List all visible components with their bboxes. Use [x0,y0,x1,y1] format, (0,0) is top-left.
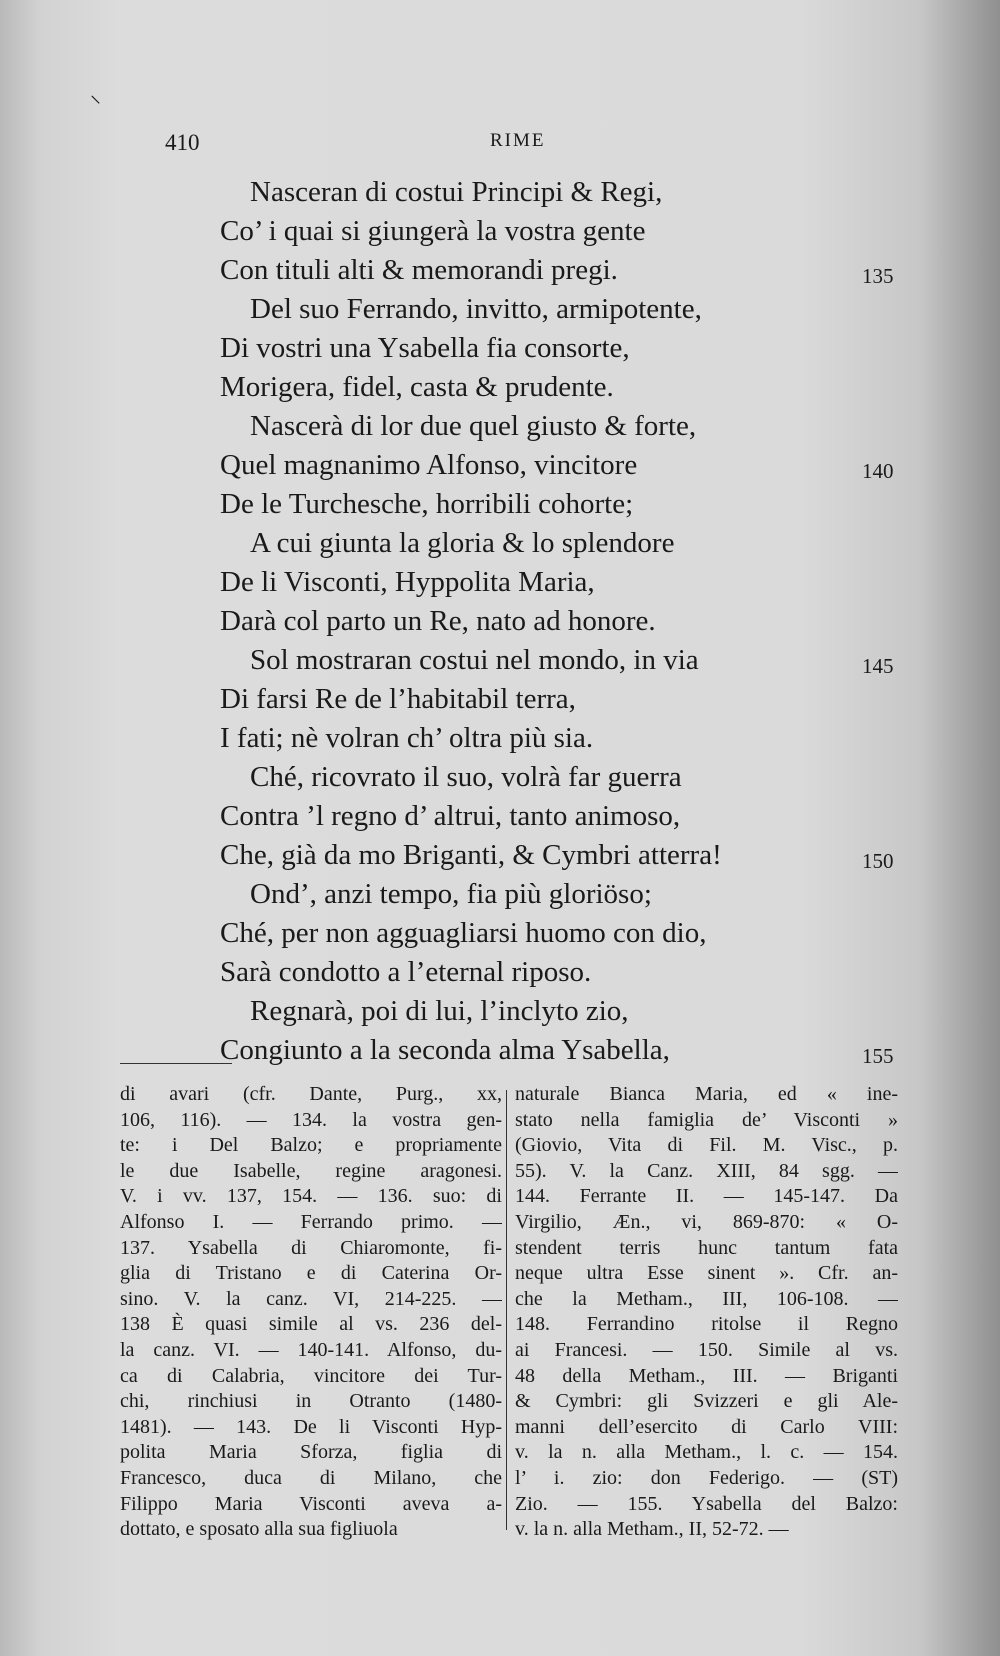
verse-line [0,800,1000,839]
verse-line [0,254,1000,293]
footnote-line: 137. Ysabella di Chiaromonte, fi- [120,1236,502,1259]
footnote-line: te: i Del Balzo; e propriamente [120,1134,502,1157]
verse-line [0,371,1000,410]
verse-line [0,410,1000,449]
footnote-line: 106, 116). — 134. la vostra gen- [120,1108,502,1131]
line-number: 135 [862,264,894,288]
verse-line [0,761,1000,800]
verse-text: Congiunto a la seconda alma Ysabella, [220,1034,670,1066]
footnote-line: 1481). — 143. De li Visconti Hyp- [120,1415,502,1438]
verse-line [0,176,1000,215]
verse-line [0,644,1000,683]
verse-text: Ché, ricovrato il suo, volrà far guerra [250,761,682,793]
footnote-line: v. la n. alla Metham., l. c. — 154. [515,1441,898,1464]
verse-text: Che, già da mo Briganti, & Cymbri atterra! [220,839,722,871]
footnote-line: polita Maria Sforza, figlia di [120,1441,502,1464]
footnote-line: glia di Tristano e di Caterina Or- [120,1262,502,1285]
footnote-line: di avari (cfr. Dante, Purg., xx, [120,1083,502,1105]
line-number: 145 [862,654,894,678]
verse-text: Contra ’l regno d’ altrui, tanto animoso, [220,800,681,832]
verse-text: I fati; nè volran ch’ oltra più sia. [220,722,594,754]
verse-text: Regnarà, poi di lui, l’inclyto zio, [250,995,629,1027]
footnote-column-right [515,1082,898,1543]
footnote-line: Filippo Maria Visconti aveva a- [120,1492,502,1515]
verse-text: Co’ i quai si giungerà la vostra gente [220,215,646,247]
stray-mark-icon: ⸜ [90,82,102,107]
verse-text: De le Turchesche, horribili cohorte; [220,488,634,520]
footnote-line: Virgilio, Æn., vi, 869-870: « O- [515,1210,898,1233]
footnote-line: 55). V. la Canz. XIII, 84 sgg. — [515,1159,898,1182]
verse-line [0,722,1000,761]
line-number: 140 [862,459,894,483]
footnote-line: chi, rinchiusi in Otranto (1480- [120,1390,502,1413]
verse-text: Ond’, anzi tempo, fia più gloriöso; [250,878,652,910]
footnote-line: Zio. — 155. Ysabella del Balzo: [515,1492,898,1515]
verse-line [0,995,1000,1034]
verse-line [0,566,1000,605]
poem-block [0,176,1000,1073]
footnote-line: stato nella famiglia de’ Visconti » [515,1108,898,1131]
verse-text: Di farsi Re de l’habitabil terra, [220,683,576,715]
footnote-line: ca di Calabria, vincitore dei Tur- [120,1364,502,1387]
footnote-line: le due Isabelle, regine aragonesi. [120,1159,502,1182]
footnote-line: V. i vv. 137, 154. — 136. suo: di [120,1185,502,1208]
verse-text: Del suo Ferrando, invitto, armipotente, [250,293,702,325]
verse-text: Quel magnanimo Alfonso, vincitore [220,449,638,481]
footnote-line: & Cymbri: gli Svizzeri e gli Ale- [515,1390,898,1413]
line-number: 155 [862,1044,894,1068]
footnote-line: 48 della Metham., III. — Briganti [515,1364,898,1387]
verse-text: Nasceran di costui Principi & Regi, [250,176,663,208]
verse-text: Sol mostraran costui nel mondo, in via [250,644,699,676]
verse-line [0,839,1000,878]
footnote-line: stendent terris hunc tantum fata [515,1236,898,1259]
verse-line [0,917,1000,956]
verse-line [0,215,1000,254]
footnote-line: 138 È quasi simile al vs. 236 del- [120,1313,502,1336]
verse-text: A cui giunta la gloria & lo splendore [250,527,675,559]
footnote-line: l’ i. zio: don Federigo. — (ST) [515,1466,898,1489]
footnote-column-left [120,1082,502,1543]
verse-line [0,488,1000,527]
verse-line [0,956,1000,995]
column-divider [506,1090,507,1530]
page-number: 410 [165,130,200,155]
verse-line [0,683,1000,722]
footnote-line: v. la n. alla Metham., II, 52-72. — [515,1518,789,1541]
verse-line [0,605,1000,644]
verse-line [0,1034,1000,1073]
line-number: 150 [862,849,894,873]
verse-text: De li Visconti, Hyppolita Maria, [220,566,595,598]
footnote-line: 148. Ferrandino ritolse il Regno [515,1313,898,1336]
footnote-line: naturale Bianca Maria, ed « ine- [515,1083,898,1105]
footnote-line: neque ultra Esse sinent ». Cfr. an- [515,1262,898,1285]
verse-text: Morigera, fidel, casta & prudente. [220,371,614,403]
footnote-line: (Giovio, Vita di Fil. M. Visc., p. [515,1134,898,1157]
footnote-line: ai Francesi. — 150. Simile al vs. [515,1338,898,1361]
verse-line [0,527,1000,566]
running-title: RIME [490,130,546,151]
footnote-line: sino. V. la canz. VI, 214-225. — [120,1287,502,1310]
verse-text: Con tituli alti & memorandi pregi. [220,254,618,286]
footnote-line: la canz. VI. — 140-141. Alfonso, du- [120,1338,502,1361]
verse-text: Ché, per non agguagliarsi huomo con dio, [220,917,707,949]
verse-line [0,332,1000,371]
verse-text: Sarà condotto a l’eternal riposo. [220,956,592,988]
footnote-line: Francesco, duca di Milano, che [120,1466,502,1489]
verse-text: Di vostri una Ysabella fia consorte, [220,332,630,364]
verse-line [0,878,1000,917]
verse-text: Darà col parto un Re, nato ad honore. [220,605,656,637]
footnote-line: che la Metham., III, 106-108. — [515,1287,898,1310]
running-head [0,130,1000,160]
verse-line [0,293,1000,332]
footnote-rule [120,1063,232,1064]
footnote-line: manni dell’esercito di Carlo VIII: [515,1415,898,1438]
footnote-line: Alfonso I. — Ferrando primo. — [120,1210,502,1233]
footnote-line: 144. Ferrante II. — 145-147. Da [515,1185,898,1208]
verse-text: Nascerà di lor due quel giusto & forte, [250,410,697,442]
verse-line [0,449,1000,488]
footnote-line: dottato, e sposato alla sua figliuola [120,1518,398,1541]
